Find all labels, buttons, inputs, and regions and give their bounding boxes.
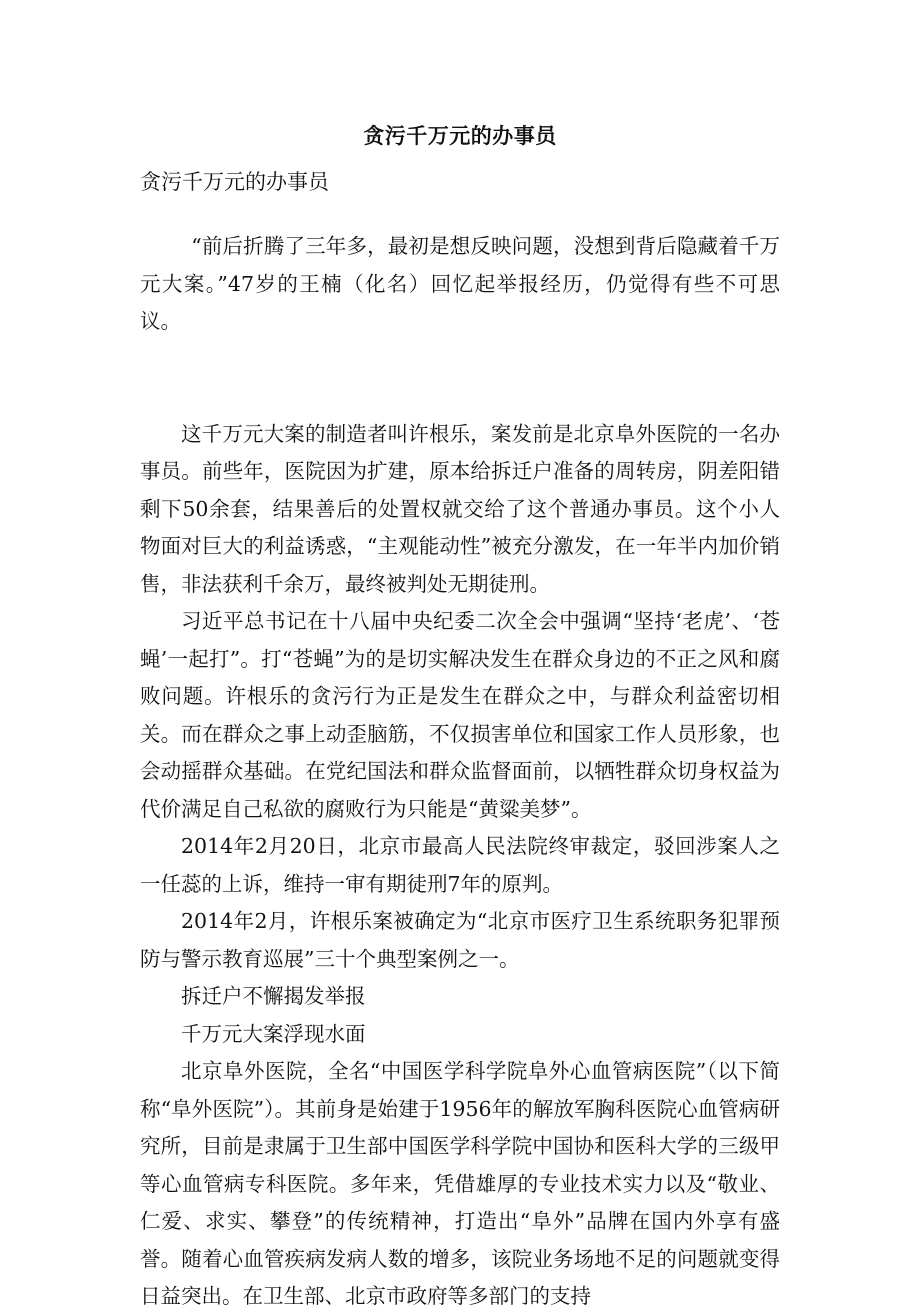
document-body <box>140 228 780 1316</box>
section-heading: 拆迁户不懈揭发举报 <box>181 984 366 1008</box>
paragraph: 北京阜外医院，全名“中国医学科学院阜外心血管病医院”（以下简称“阜外医院”）。其前身是始建于1956年的解放军胸科医院心血管病研究所，目前是隶属于卫生部中国医学科学院中国协和医科大学的三级甲等心血管病专科医院。多年来，凭借雄厚的专业技术实力以及“敬业、仁爱、求实、攀登”的传统精神，打造出“阜外”品牌在国内外享有盛誉。随着心血管疾病发病人数的增多，该院业务场地不足的问题就变得日益突出。在卫生部、北京市政府等多部门的支持 <box>140 1059 780 1308</box>
paragraph: 2014年2月，许根乐案被确定为“北京市医疗卫生系统职务犯罪预防与警示教育巡展”三十个典型案例之一。 <box>140 909 780 971</box>
document-title: 贪污千万元的办事员 <box>363 123 557 148</box>
paragraph-gap <box>140 378 780 416</box>
paragraph: 2014年2月20日，北京市最高人民法院终审裁定，驳回涉案人之一任蕊的上诉，维持一审有期徒刑7年的原判。 <box>140 834 780 896</box>
paragraph-intro: “前后折腾了三年多，最初是想反映问题，没想到背后隐藏着千万元大案。”47岁的王楠（化名）回忆起举报经历，仍觉得有些不可思议。 <box>140 234 780 333</box>
section-heading: 千万元大案浮现水面 <box>181 1021 366 1046</box>
paragraph: 这千万元大案的制造者叫许根乐，案发前是北京阜外医院的一名办事员。前些年，医院因为扩建，原本给拆迁户准备的周转房，阴差阳错剩下50余套，结果善后的处置权就交给了这个普通办事员。这个小人物面对巨大的利益诱惑，“主观能动性”被充分激发，在一年半内加价销售，非法获利千余万，最终被判处无期徒刑。 <box>140 421 780 596</box>
document-subtitle: 贪污千万元的办事员 <box>140 170 329 194</box>
paragraph-gap <box>140 341 780 379</box>
paragraph: 习近平总书记在十八届中央纪委二次全会中强调“坚持‘老虎’、‘苍蝇’一起打”。打“苍蝇”为的是切实解决发生在群众身边的不正之风和腐败问题。许根乐的贪污行为正是发生在群众之中，与群众利益密切相关。而在群众之事上动歪脑筋，不仅损害单位和国家工作人员形象，也会动摇群众基础。在党纪国法和群众监督面前，以牺牲群众切身权益为代价满足自己私欲的腐败行为只能是“黄粱美梦”。 <box>140 609 780 821</box>
